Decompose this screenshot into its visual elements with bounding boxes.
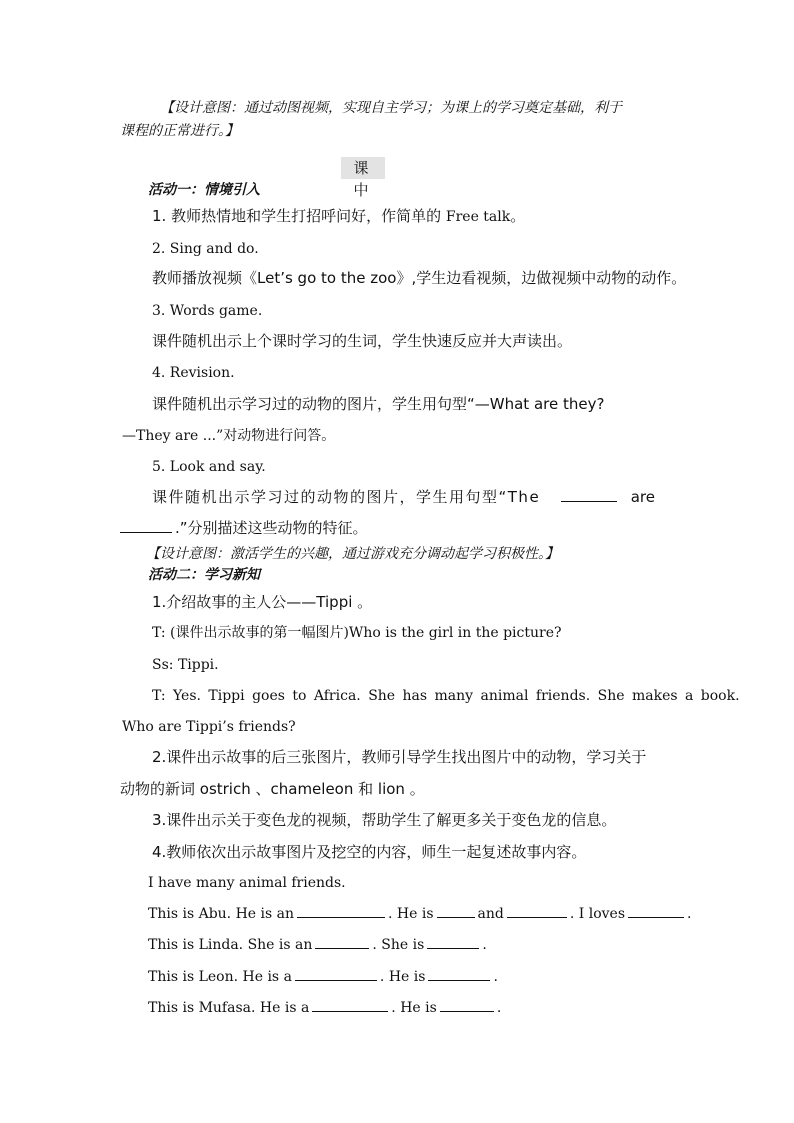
teacher-line-1: T: (课件出示故事的第一幅图片)Who is the girl in the picture? xyxy=(152,625,562,641)
activity-1-item-1 xyxy=(152,206,525,227)
activity-1-item-3: 3. Words game. xyxy=(152,303,263,319)
blank-line xyxy=(120,519,172,533)
story-text: . She is xyxy=(372,937,425,953)
blank-line xyxy=(628,904,684,918)
activity-1-item-2-desc: 教师播放视频《Let’s go to the zoo》,学生边看视频，边做视频中动物的动作。 xyxy=(152,269,687,287)
story-line-4 xyxy=(148,967,498,987)
section-title: 课 中 xyxy=(341,157,385,179)
design-intent-line-2: 课程的正常进行。】 xyxy=(120,123,239,139)
blank-line xyxy=(437,904,475,918)
blank-line xyxy=(428,967,490,981)
blank-line xyxy=(427,935,479,949)
story-text: . xyxy=(482,937,487,953)
story-text: . xyxy=(687,906,692,922)
story-text: . He is xyxy=(388,906,434,922)
story-line-1: I have many animal friends. xyxy=(148,875,346,891)
item-1-text: 1. 教师热情地和学生打招呼问好，作简单的 xyxy=(152,207,442,225)
activity-2-heading: 活动二：学习新知 xyxy=(148,567,260,583)
story-text: This is Mufasa. He is a xyxy=(148,1000,310,1016)
activity-2-item-2a: 2.课件出示故事的后三张图片，教师引导学生找出图片中的动物，学习关于 xyxy=(152,748,647,766)
story-text: This is Abu. He is an xyxy=(148,906,294,922)
story-text: and xyxy=(477,906,504,922)
item-5-text: 课件随机出示学习过的动物的图片，学生用句型“The xyxy=(152,488,541,506)
item-1-end: 。 xyxy=(510,207,526,225)
item-1-english: Free talk xyxy=(445,209,511,225)
story-text: This is Leon. He is a xyxy=(148,969,292,985)
story-text: . xyxy=(496,1000,502,1016)
blank-line xyxy=(561,488,617,502)
blank-line xyxy=(297,904,385,918)
blank-line xyxy=(315,935,369,949)
activity-1-item-5-desc-b xyxy=(120,518,368,538)
students-line: Ss: Tippi. xyxy=(152,657,219,673)
activity-1-item-4-desc-b: —They are ...”对动物进行问答。 xyxy=(122,428,336,444)
activity-1-item-4-desc-a: 课件随机出示学习过的动物的图片，学生用句型“—What are they? xyxy=(152,395,605,413)
activity-1-item-5: 5. Look and say. xyxy=(152,459,266,475)
design-intent-2: 【设计意图：激活学生的兴趣，通过游戏充分调动起学习积极性。】 xyxy=(146,546,559,562)
activity-2-item-1: 1.介绍故事的主人公——Tippi 。 xyxy=(152,593,373,611)
story-line-3 xyxy=(148,935,487,955)
blank-line xyxy=(507,904,567,918)
activity-2-item-3: 3.课件出示关于变色龙的视频，帮助学生了解更多关于变色龙的信息。 xyxy=(152,811,617,829)
story-line-5 xyxy=(148,998,501,1018)
activity-1-item-3-desc: 课件随机出示上个课时学习的生词，学生快速反应并大声读出。 xyxy=(152,332,573,350)
activity-1-item-2: 2. Sing and do. xyxy=(152,241,259,257)
story-text: . He is xyxy=(379,969,426,985)
activity-1-heading: 活动一：情境引入 xyxy=(148,182,260,198)
activity-2-item-4: 4.教师依次出示故事图片及挖空的内容，师生一起复述故事内容。 xyxy=(152,843,587,861)
teacher-line-2b: Who are Tippi’s friends? xyxy=(122,719,296,735)
design-intent-line-1: 【设计意图：通过动图视频，实现自主学习；为课上的学习奠定基础，利于 xyxy=(160,100,622,116)
blank-line xyxy=(440,998,494,1012)
story-text: . xyxy=(493,969,498,985)
teacher-line-2a: T: Yes. Tippi goes to Africa. She has many animal friends. She makes a book. xyxy=(152,688,740,704)
blank-line xyxy=(295,967,377,981)
activity-1-item-5-desc-a xyxy=(152,487,655,507)
story-text: . He is xyxy=(391,1000,437,1016)
story-text: This is Linda. She is an xyxy=(148,937,313,953)
story-text: . I loves xyxy=(569,906,626,922)
story-line-2 xyxy=(148,904,691,924)
item-5-text-b: .”分别描述这些动物的特征。 xyxy=(175,519,368,537)
activity-1-item-4: 4. Revision. xyxy=(152,365,235,381)
activity-2-item-2b: 动物的新词 ostrich 、chameleon 和 lion 。 xyxy=(120,780,425,798)
blank-line xyxy=(312,998,388,1012)
item-5-are: are xyxy=(630,488,655,506)
